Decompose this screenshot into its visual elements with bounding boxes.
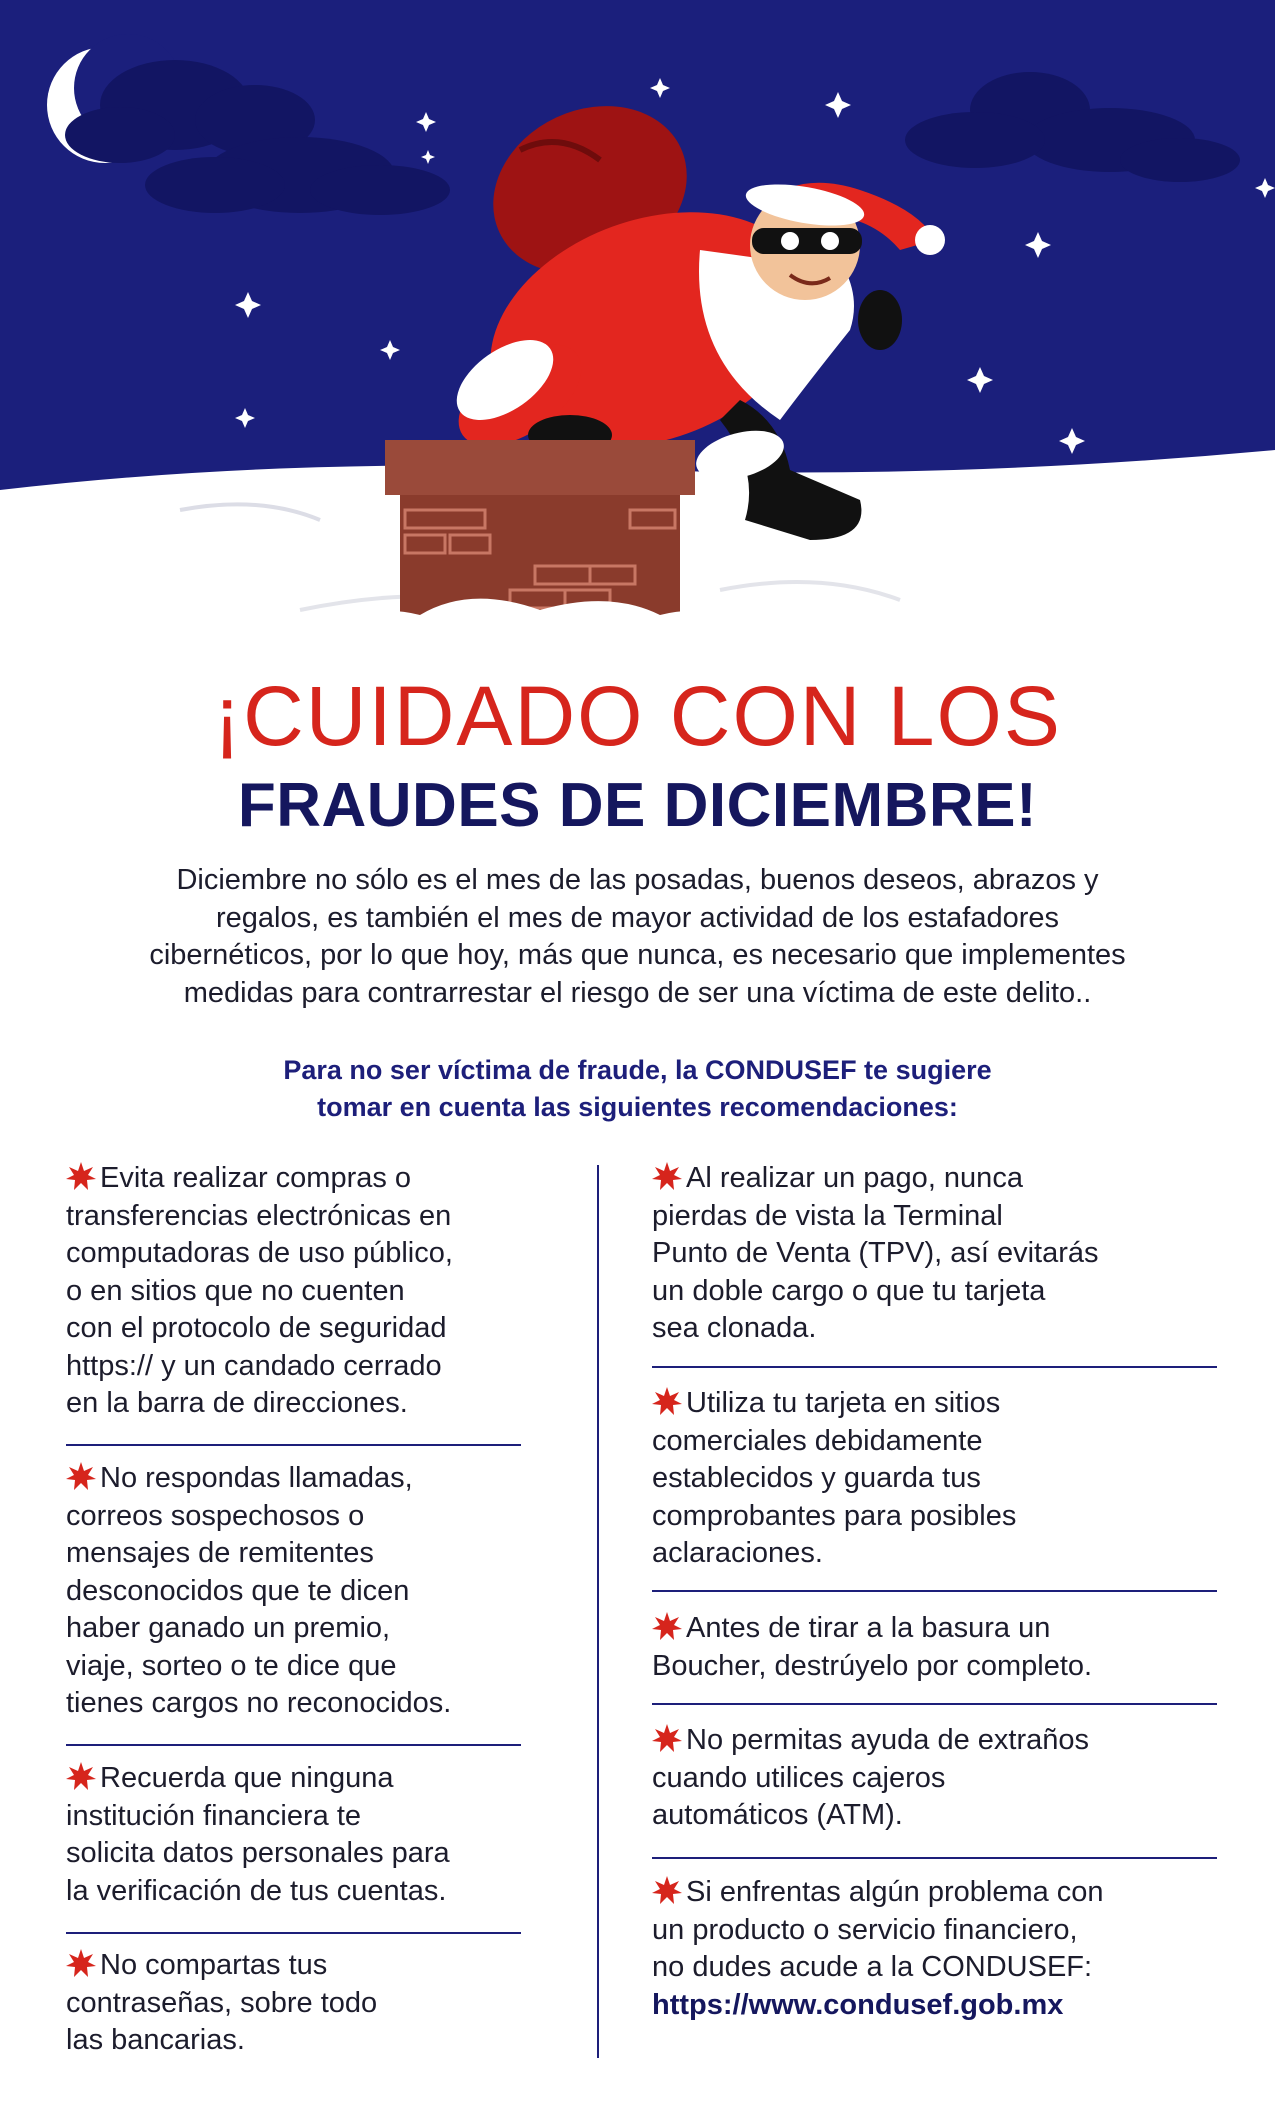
title-line-2: FRAUDES DE DICIEMBRE! [237,771,1038,840]
red-star-icon [652,1723,682,1753]
chimney [385,440,695,625]
recommendation-line: mensajes de remitentes [66,1537,374,1569]
red-star-icon [66,1461,96,1491]
recommendation-line: transferencias electrónicas en [66,1199,452,1232]
recommendation-line: No respondas llamadas, [100,1462,413,1494]
intro-line: cibernéticos, por lo que hoy, más que nunca, es necesario que implementes [149,939,1126,971]
title-line-1: ¡CUIDADO CON LOS [213,669,1062,763]
recommendation-line: o en sitios que no cuenten [66,1274,405,1307]
recommendation-line: correos sospechosos o [66,1499,365,1532]
recommendations-heading [100,1052,1175,1126]
red-star-icon [652,1611,682,1641]
recommendation-line: un producto o servicio financiero, [652,1913,1078,1946]
recommendation-line: aclaraciones. [652,1537,823,1569]
recommendation-item [652,1722,1089,1835]
hero-illustration [0,0,1275,640]
recommendation-line: computadoras de uso público, [66,1237,453,1269]
recommendation-item [652,1160,1099,1348]
recommendation-line: contraseñas, sobre todo [66,1986,378,2019]
subhead-line: tomar en cuenta las siguientes recomendaciones: [317,1092,958,1122]
recommendation-line: Evita realizar compras o [100,1162,412,1194]
recommendation-line: Utiliza tu tarjeta en sitios [686,1387,1001,1419]
recommendation-line: Antes de tirar a la basura un [686,1612,1051,1644]
recommendation-line: viaje, sorteo o te dice que [66,1649,397,1682]
red-star-icon [66,1161,96,1191]
red-star-icon [652,1875,682,1905]
recommendation-line: tienes cargos no reconocidos. [66,1687,452,1719]
recommendation-item [652,1610,1092,1685]
item-separator [652,1857,1217,1859]
item-separator [66,1744,521,1746]
recommendation-line: No permitas ayuda de extraños [686,1724,1089,1756]
recommendation-line: un doble cargo o que tu tarjeta [652,1274,1046,1307]
recommendation-line: en la barra de direcciones. [66,1387,408,1419]
recommendation-line: https:// y un candado cerrado [66,1349,442,1382]
intro-line: Diciembre no sólo es el mes de las posadas, buenos deseos, abrazos y [176,864,1099,896]
subhead-line: Para no ser víctima de fraude, la CONDUSEF te sugiere [283,1055,992,1085]
condusef-link[interactable]: https://www.condusef.gob.mx [652,1988,1064,2021]
recommendation-line: automáticos (ATM). [652,1799,903,1831]
recommendation-line: no dudes acude a la CONDUSEF: [652,1951,1093,1983]
recommendation-line: las bancarias. [66,2024,245,2056]
recommendation-line: desconocidos que te dicen [66,1574,410,1607]
recommendation-item [652,1385,1016,1573]
red-star-icon [652,1386,682,1416]
intro-line: regalos, es también el mes de mayor actividad de los estafadores [215,901,1060,934]
recommendation-line: comprobantes para posibles [652,1499,1017,1532]
recommendation-line: institución financiera te [66,1799,361,1832]
recommendation-line: Punto de Venta (TPV), así evitarás [652,1237,1099,1269]
recommendation-line: cuando utilices cajeros [652,1761,946,1794]
recommendation-item [66,1760,450,1910]
red-star-icon [66,1761,96,1791]
recommendation-line: solicita datos personales para [66,1837,450,1869]
recommendation-item [66,1160,453,1423]
recommendation-item [66,1947,377,2060]
recommendation-line: haber ganado un premio, [66,1612,391,1644]
recommendation-line: con el protocolo de seguridad [66,1312,447,1344]
recommendation-line: No compartas tus [100,1949,328,1981]
recommendation-line: sea clonada. [652,1312,817,1344]
recommendation-line: Recuerda que ninguna [100,1762,394,1794]
recommendation-line: comerciales debidamente [652,1424,983,1457]
recommendation-item [652,1874,1104,2024]
column-divider [597,1165,599,2058]
item-separator [66,1932,521,1934]
item-separator [652,1590,1217,1592]
intro-line: medidas para contrarrestar el riesgo de ser una víctima de este delito.. [183,976,1092,1009]
red-star-icon [652,1161,682,1191]
recommendation-line: Boucher, destrúyelo por completo. [652,1649,1093,1682]
recommendation-line: establecidos y guarda tus [652,1462,981,1494]
item-separator [66,1444,521,1446]
red-star-icon [66,1948,96,1978]
intro-paragraph [30,862,1245,1012]
recommendation-line: pierdas de vista la Terminal [652,1199,1003,1232]
item-separator [652,1366,1217,1368]
recommendation-line: la verificación de tus cuentas. [66,1874,447,1907]
recommendation-item [66,1460,451,1723]
item-separator [652,1703,1217,1705]
recommendation-line: Si enfrentas algún problema con [686,1876,1104,1908]
recommendation-line: Al realizar un pago, nunca [686,1162,1023,1194]
